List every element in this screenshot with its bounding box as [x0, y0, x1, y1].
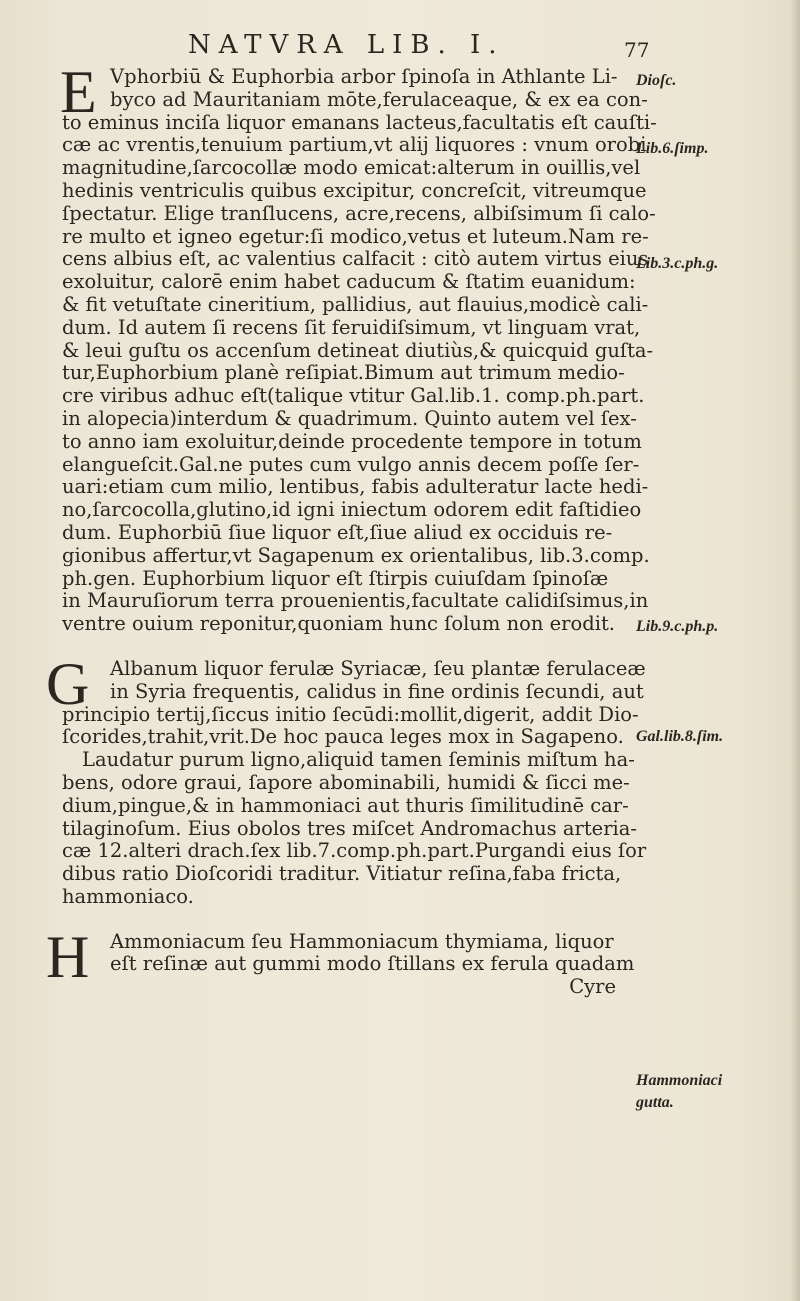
drop-initial: G	[46, 650, 90, 717]
page-number: 77	[624, 38, 650, 62]
text-line: Albanum liquor ferulæ Syriacæ, ſeu plantæ ferulaceæ	[110, 656, 646, 680]
text-column	[46, 59, 657, 999]
marginal-note-hammoniaci: Hammoniaci	[636, 1072, 723, 1089]
marginal-note-gal: Gal.lib.8.ſim.	[636, 728, 724, 745]
text-line: in alopecia)interdum & quadrimum. Quinto autem vel ſex-	[62, 406, 637, 430]
text-line: dium,pingue,& in hammoniaci aut thuris ſimilitudinē car-	[62, 793, 629, 817]
page-header	[0, 30, 800, 70]
text-line: dum. Id autem ſi recens ſit feruidiſsimum, vt linguam vrat,	[62, 315, 641, 339]
text-line: bens, odore graui, ſapore abominabili, humidi & ſicci me-	[62, 770, 630, 794]
marginal-note-gutta: gutta.	[636, 1094, 674, 1111]
marginal-note-lib3: Lib.3.c.ph.g.	[636, 255, 719, 272]
marginal-note-lib6: Lib.6.ſimp.	[636, 140, 709, 157]
drop-initial: H	[46, 923, 90, 990]
text-line: & leui guſtu os accenſum detineat diutiùs,& quicquid guſta-	[62, 338, 654, 362]
page-edge	[790, 0, 800, 1301]
text-line: dibus ratio Dioſcoridi traditur. Vitiatur reſina,faba fricta,	[62, 862, 622, 886]
section-gap	[62, 909, 632, 931]
text-line: uari:etiam cum milio, lentibus, fabis adulteratur lacte hedi-	[62, 475, 649, 499]
text-line: gionibus affertur,vt Sagapenum ex orientalibus, lib.3.comp.	[62, 543, 650, 567]
text-line: cæ ac vrentis,tenuium partium,vt alij liquores : vnum orobi	[62, 133, 647, 157]
text-line: Laudatur purum ligno,aliquid tamen ſeminis miſtum ha-	[82, 748, 635, 772]
text-line: cæ 12.alteri drach.ſex lib.7.comp.ph.part.Purgandi eius ſor	[62, 839, 647, 863]
text-line: Ammoniacum ſeu Hammoniacum thymiama, liquor	[110, 929, 614, 953]
text-line: magnitudine,ſarcocollæ modo emicat:alterum in ouillis,vel	[62, 156, 641, 180]
text-line: ſpectatur. Elige tranſlucens, acre,recens, albiſsimum ſi calo-	[62, 201, 656, 225]
marginal-note-lib9: Lib.9.c.ph.p.	[636, 618, 719, 635]
text-line: re multo et igneo egetur:ſi modico,vetus et luteum.Nam re-	[62, 224, 649, 248]
catchword: Cyre	[569, 975, 616, 999]
text-line: cre viribus adhuc eſt(talique vtitur Gal.lib.1. comp.ph.part.	[62, 384, 645, 408]
text-line: to eminus inciſa liquor emanans lacteus,facultatis eſt cauſti-	[62, 110, 657, 134]
running-head: NATVRA LIB. I.	[188, 30, 505, 60]
text-line: ſcorides,trahit,vrit.De hoc pauca leges mox in Sagapeno.	[62, 725, 624, 749]
text-line: ventre ouium reponitur,quoniam hunc ſolum non erodit.	[62, 612, 615, 636]
text-line: byco ad Mauritaniam mōte,ferulaceaque, & ex ea con-	[110, 87, 648, 111]
text-line: Vphorbiū & Euphorbia arbor ſpinoſa in Athlante Li-	[110, 65, 618, 88]
entry-galbanum	[46, 650, 647, 909]
text-line: ph.gen. Euphorbium liquor eſt ſtirpis cuiuſdam ſpinoſæ	[62, 566, 609, 590]
text-line: tur,Euphorbium planè reſipiat.Bimum aut trimum medio-	[62, 361, 625, 385]
text-line: elangueſcit.Gal.ne putes cum vulgo annis decem poſſe ſer-	[62, 452, 640, 476]
text-line: hammoniaco.	[62, 884, 194, 908]
text-line: exoluitur, calorē enim habet caducum & ſtatim euanidum:	[62, 270, 636, 294]
text-line: tilaginoſum. Eius obolos tres miſcet Andromachus arteria-	[62, 816, 637, 840]
text-line: & fit vetuſtate cineritium, pallidius, aut flauius,modicè cali-	[62, 292, 649, 316]
text-line: no,ſarcocolla,glutino,id igni iniectum odorem edit faſtidieo	[62, 498, 642, 522]
text-line: eſt reſinæ aut gummi modo ſtillans ex ferula quadam	[110, 952, 635, 976]
text-line: hedinis ventriculis quibus excipitur, concreſcit, vitreumque	[62, 178, 647, 202]
drop-initial: E	[60, 59, 97, 125]
marginal-note-diosc: Dioſc.	[636, 72, 677, 89]
section-gap	[62, 636, 632, 658]
text-line: principio tertij,ſiccus initio ſecūdi:mollit,digerit, addit Dio-	[62, 702, 639, 726]
text-line: dum. Euphorbiū ſiue liquor eſt,ſiue aliud ex occiduis re-	[62, 520, 613, 544]
text-line: cens albius eſt, ac valentius calfacit : citò autem virtus eius	[62, 247, 649, 271]
text-line: to anno iam exoluitur,deinde procedente tempore in totum	[62, 429, 642, 453]
text-line: in Syria frequentis, calidus in fine ordinis ſecundi, aut	[110, 679, 644, 703]
entry-hammoniacum	[46, 923, 635, 999]
text-line: in Mauruſiorum terra prouenientis,facultate calidiſsimus,in	[62, 589, 649, 613]
